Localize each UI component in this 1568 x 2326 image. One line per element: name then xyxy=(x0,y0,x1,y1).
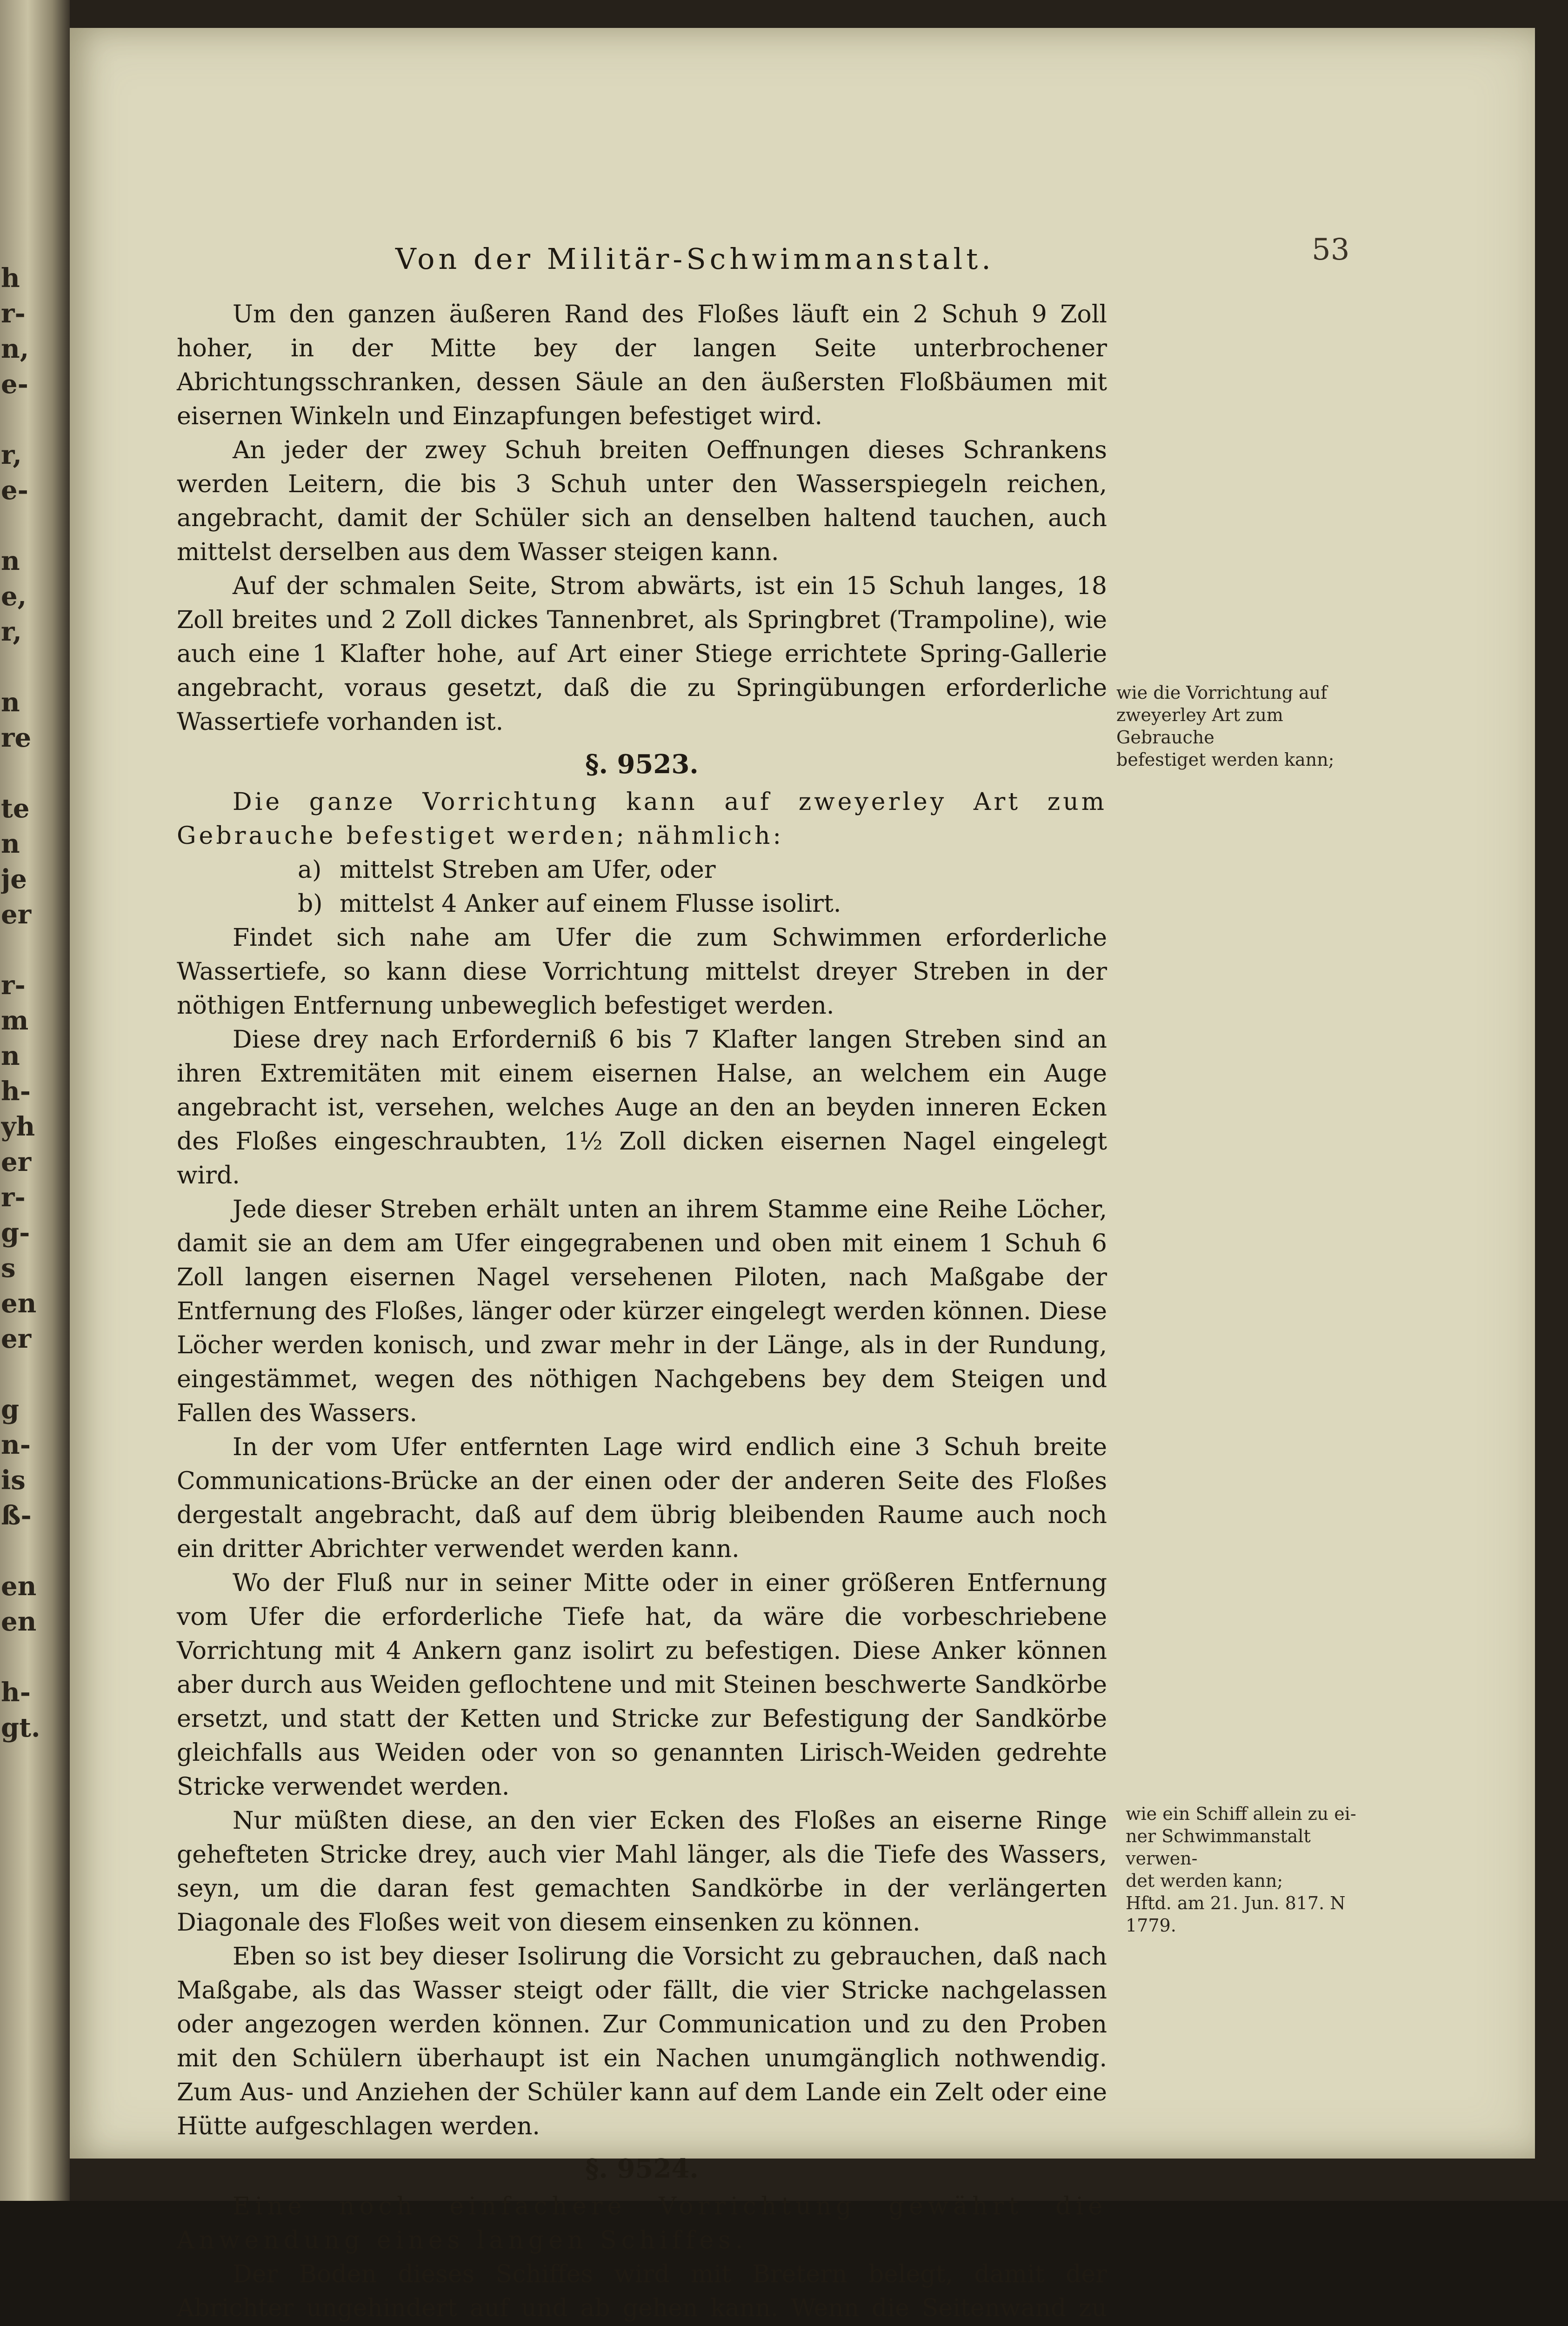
edge-fragment: te xyxy=(1,793,30,824)
edge-fragment: h xyxy=(1,263,20,294)
edge-fragment: g- xyxy=(1,1217,30,1248)
margin-note-line: wie die Vorrichtung auf xyxy=(1116,682,1328,703)
margin-note-line: befestiget werden kann; xyxy=(1116,749,1334,770)
edge-fragment: e- xyxy=(1,369,28,400)
paragraph-4: Die ganze Vorrichtung kann auf zweyerley Art zum Gebrauche befestiget werden; nähmlich: xyxy=(177,788,1107,850)
edge-fragment: en xyxy=(1,1606,37,1637)
main-text-column xyxy=(177,298,1107,2326)
edge-fragment: n xyxy=(1,687,20,718)
paragraph-7: Jede dieser Streben erhält unten an ihrem Stamme eine Reihe Löcher, damit sie an dem am Ufer eingegrabenen und oben mit einem 1 Schuh 6 Zoll langen eisernen Nagel versehenen Piloten, nach Maßgabe der Entfernung des Floßes, länger oder kürzer eingelegt werden können. Diese Löcher werden konisch, und zwar mehr in der Länge, als in der Rundung, eingestämmet, wegen des nöthigen Nachgebens bey dem Steigen und Fallen des Wassers. xyxy=(177,1196,1107,1427)
book-page xyxy=(70,28,1535,2322)
paragraph-1: Um den ganzen äußeren Rand des Floßes läuft ein 2 Schuh 9 Zoll hoher, in der Mitte bey der langen Seite unterbrochener Abrichtungsschranken, dessen Säule an den äußersten Floßbäumen mit eisernen Winkeln und Einzapfungen befestiget wird. xyxy=(177,301,1107,430)
edge-fragment: h- xyxy=(1,1076,31,1107)
margin-note-fastening xyxy=(1116,682,1377,771)
edge-fragment: re xyxy=(1,722,32,753)
edge-fragment: m xyxy=(1,1005,29,1036)
section-heading-9523: §. 9523. xyxy=(585,749,699,780)
edge-fragment xyxy=(1,1639,66,1675)
paragraph-6: Diese drey nach Erforderniß 6 bis 7 Klafter langen Streben sind an ihren Extremitäten mit einem eisernen Halse, an welchem ein Auge angebracht ist, versehen, welches Auge an den an beyden inneren Ecken des Floßes eingeschraubten, 1½ Zoll dicken eisernen Nagel eingelegt wird. xyxy=(177,1026,1107,1190)
margin-note-line: det werden kann; xyxy=(1126,1871,1283,1891)
edge-fragment: er xyxy=(1,1147,32,1177)
edge-fragment: en xyxy=(1,1288,37,1319)
facing-page-edge-fragments xyxy=(1,261,66,1745)
edge-fragment: n, xyxy=(1,334,29,364)
edge-fragment: n xyxy=(1,546,20,576)
margin-note-line: wie ein Schiff allein zu ei- xyxy=(1126,1804,1356,1824)
paragraph-11: Eben so ist bey dieser Isolirung die Vorsicht zu gebrauchen, daß nach Maßgabe, als das Wasser steigt oder fällt, die vier Stricke nachgelassen oder angezogen werden können. Zur Communication und zu den Proben mit den Schülern überhaupt ist ein Nachen unumgänglich nothwendig. Zum Aus- und Anziehen der Schüler kann auf dem Lande ein Zelt oder eine Hütte aufgeschlagen werden. xyxy=(177,1943,1107,2140)
edge-fragment: n xyxy=(1,1041,20,1071)
edge-fragment xyxy=(1,508,66,543)
edge-fragment: n- xyxy=(1,1430,31,1460)
edge-fragment: r- xyxy=(1,298,26,329)
running-title: Von der Militär-Schwimmanstalt. xyxy=(395,242,994,276)
edge-fragment: n xyxy=(1,829,20,859)
edge-fragment: r, xyxy=(1,616,22,647)
edge-fragment: e- xyxy=(1,475,28,506)
paragraph-2: An jeder der zwey Schuh breiten Oeffnungen dieses Schrankens werden Leitern, die bis 3 Schuh unter den Wasserspiegeln reichen, angebracht, damit der Schüler sich an denselben haltend tauchen, auch mittelst derselben aus dem Wasser steigen kann. xyxy=(177,436,1107,566)
edge-fragment xyxy=(1,932,66,968)
edge-fragment xyxy=(1,1357,66,1392)
margin-note-line: Hftd. am 21. Jun. 817. N 1779. xyxy=(1126,1893,1346,1936)
edge-fragment: je xyxy=(1,864,27,895)
margin-note-ship xyxy=(1126,1803,1386,1937)
margin-note-line: zweyerley Art zum Gebrauche xyxy=(1116,705,1283,748)
edge-fragment: is xyxy=(1,1465,26,1496)
edge-fragment: ß- xyxy=(1,1500,32,1531)
paragraph-13: Der Boden dieses Schiffes wird mit Bretern belegt, damit der Abrichter ungehindert auf und ab gehen kann. Wenn die Seitenwand zu xyxy=(177,2260,1107,2322)
edge-fragment xyxy=(1,402,66,437)
paragraph-8: In der vom Ufer entfernten Lage wird endlich eine 3 Schuh breite Communications-Brücke an der einen oder der anderen Seite des Floßes dergestalt angebracht, daß auf dem übrig bleibenden Raume auch noch ein dritter Abrichter verwendet werden kann. xyxy=(177,1433,1107,1563)
edge-fragment xyxy=(1,755,66,791)
paragraph-10: Nur müßten diese, an den vier Ecken des Floßes an eiserne Ringe gehefteten Stricke drey, auch vier Mahl länger, als die Tiefe des Wassers, seyn, um die daran fest gemachten Sandkörbe in der verlängerten Diagonale des Floßes weit von diesem einsenken zu können. xyxy=(177,1807,1107,1937)
page-header xyxy=(395,242,1335,284)
edge-fragment: yh xyxy=(1,1111,35,1142)
list-item-letter: a) xyxy=(298,856,322,884)
list-item xyxy=(177,853,1107,887)
paragraph-3: Auf der schmalen Seite, Strom abwärts, ist ein 15 Schuh langes, 18 Zoll breites und 2 Zoll dickes Tannenbret, als Springbret (Trampoline), wie auch eine 1 Klafter hohe, auf Art einer Stiege errichtete Spring-Gallerie angebracht, voraus gesetzt, daß die zu Springübungen erforderliche Wassertiefe vorhanden ist. xyxy=(177,572,1107,736)
edge-fragment: r- xyxy=(1,970,26,1001)
page-number: 53 xyxy=(1312,233,1350,267)
edge-fragment: h- xyxy=(1,1677,31,1708)
edge-fragment xyxy=(1,649,66,685)
fastening-methods-list xyxy=(177,853,1107,921)
edge-fragment: en xyxy=(1,1571,37,1602)
edge-fragment xyxy=(1,1533,66,1569)
list-item-letter: b) xyxy=(298,890,323,918)
paragraph-12: Eine noch einfachere Vorrichtung gewährt die Anwendung eines langen Schiffes. xyxy=(177,2192,1107,2254)
edge-fragment: r, xyxy=(1,440,22,470)
edge-fragment: r- xyxy=(1,1182,26,1213)
paragraph-9: Wo der Fluß nur in seiner Mitte oder in einer größeren Entfernung vom Ufer die erforderliche Tiefe hat, da wäre die vorbeschriebene Vorrichtung mit 4 Ankern ganz isolirt zu befestigen. Diese Anker können aber durch aus Weiden geflochtene und mit Steinen beschwerte Sandkörbe ersetzt, und statt der Ketten und Stricke zur Befestigung der Sandkörbe gleichfalls aus Weiden oder von so genannten Lirisch-Weiden gedrehte Stricke verwendet werden. xyxy=(177,1569,1107,1801)
list-item-text: mittelst Streben am Ufer, oder xyxy=(340,856,716,884)
list-item xyxy=(177,887,1107,921)
edge-fragment: gt. xyxy=(1,1712,40,1743)
margin-note-line: ner Schwimmanstalt verwen- xyxy=(1126,1826,1311,1869)
edge-fragment: s xyxy=(1,1253,16,1283)
book-spine-edge xyxy=(0,0,70,2201)
edge-fragment: e, xyxy=(1,581,27,612)
section-heading-9524: §. 9524. xyxy=(585,2153,699,2184)
edge-fragment: g xyxy=(1,1394,20,1425)
edge-fragment: er xyxy=(1,899,32,930)
list-item-text: mittelst 4 Anker auf einem Flusse isolirt. xyxy=(340,890,841,918)
edge-fragment: er xyxy=(1,1323,32,1354)
paragraph-5: Findet sich nahe am Ufer die zum Schwimmen erforderliche Wassertiefe, so kann diese Vorrichtung mittelst dreyer Streben in der nöthigen Entfernung unbeweglich befestiget werden. xyxy=(177,924,1107,1020)
